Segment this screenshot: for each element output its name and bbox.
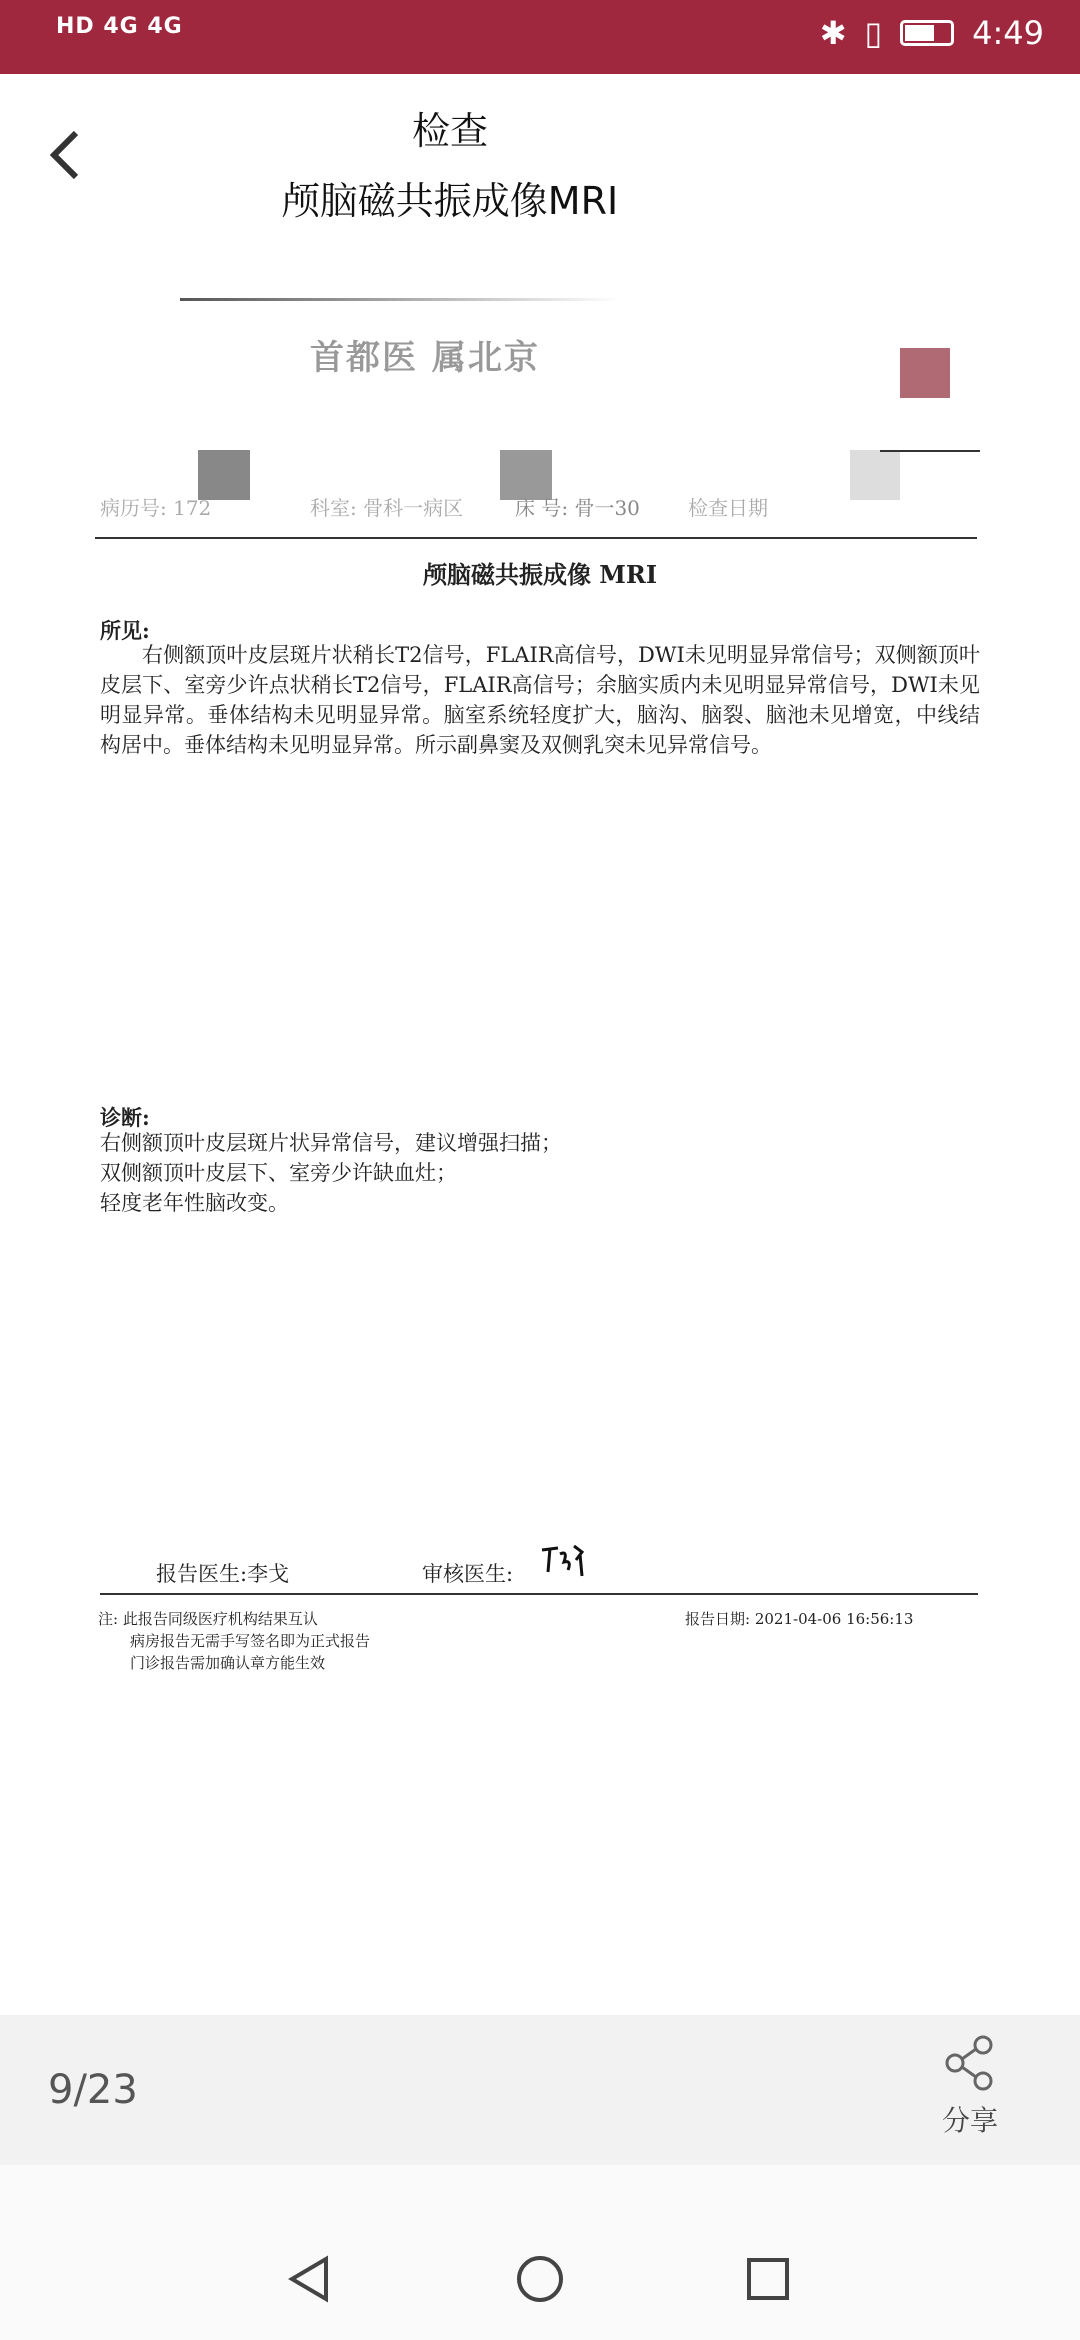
divider bbox=[95, 537, 977, 539]
share-label: 分享 bbox=[941, 2104, 998, 2137]
note-line: 门诊报告需加确认章方能生效 bbox=[130, 1654, 326, 1672]
ward: 科室: 骨科一病区 bbox=[310, 496, 464, 520]
diagnosis-line: 双侧额顶叶皮层下、室旁少许缺血灶； bbox=[100, 1161, 457, 1185]
page-subtitle: 颅脑磁共振成像MRI bbox=[281, 179, 619, 223]
redacted-block bbox=[900, 348, 950, 398]
report-notes bbox=[98, 1608, 370, 1674]
report-title: 颅脑磁共振成像 MRI bbox=[422, 560, 658, 589]
status-bar bbox=[0, 0, 1080, 74]
bottom-bar bbox=[0, 2015, 1080, 2165]
clock-time: 4:49 bbox=[972, 14, 1044, 52]
divider bbox=[180, 298, 620, 301]
vibrate-icon: ▯ bbox=[864, 14, 883, 52]
report-date: 报告日期: 2021-04-06 16:56:13 bbox=[685, 1610, 914, 1628]
review-doctor: 审核医生: bbox=[422, 1562, 514, 1586]
share-button[interactable] bbox=[930, 2035, 1010, 2139]
divider bbox=[100, 1593, 978, 1595]
diagnosis-label: 诊断: bbox=[100, 1105, 150, 1130]
exam-date: 检查日期 bbox=[688, 496, 768, 520]
share-icon bbox=[943, 2035, 997, 2091]
system-nav-bar bbox=[0, 2165, 1080, 2340]
battery-icon bbox=[900, 20, 954, 46]
diagnosis-line: 轻度老年性脑改变。 bbox=[100, 1191, 289, 1215]
redacted-block bbox=[850, 450, 900, 500]
note-line: 病房报告无需手写签名即为正式报告 bbox=[130, 1632, 371, 1650]
signature bbox=[538, 1542, 588, 1578]
report-doctor: 报告医生:李戈 bbox=[156, 1562, 290, 1586]
findings-label: 所见: bbox=[100, 618, 150, 643]
page-title: 检查 bbox=[411, 109, 488, 153]
page-indicator: 9/23 bbox=[48, 2067, 138, 2113]
divider bbox=[880, 450, 980, 452]
diagnosis-line: 右侧额顶叶皮层斑片状异常信号，建议增强扫描； bbox=[100, 1131, 562, 1155]
hospital-name: 首都医 属北京 bbox=[310, 338, 540, 378]
nav-home-button[interactable] bbox=[516, 2255, 564, 2307]
report-image bbox=[0, 260, 1080, 1700]
record-number: 病历号: 172 bbox=[100, 496, 212, 520]
signal-indicators: HD 4G 4G bbox=[56, 14, 183, 39]
nav-recents-button[interactable] bbox=[746, 2257, 790, 2305]
bluetooth-icon: ✱ bbox=[819, 14, 847, 52]
nav-back-button[interactable] bbox=[286, 2255, 332, 2307]
bed-number: 床 号: 骨一30 bbox=[515, 496, 640, 520]
findings-text: 右侧额顶叶皮层斑片状稍长T2信号，FLAIR高信号，DWI未见明显异常信号；双侧额顶叶皮层下、室旁少许点状稍长T2信号，FLAIR高信号；余脑实质内未见明显异常信号，DWI未见明显异常。垂体结构未见明显异常。脑室系统轻度扩大，脑沟、脑裂、脑池未见增宽，中线结构居中。垂体结构未见明显异常。所示副鼻窦及双侧乳突未见异常信号。 bbox=[100, 643, 980, 757]
note-line: 注: 此报告同级医疗机构结果互认 bbox=[98, 1610, 318, 1628]
